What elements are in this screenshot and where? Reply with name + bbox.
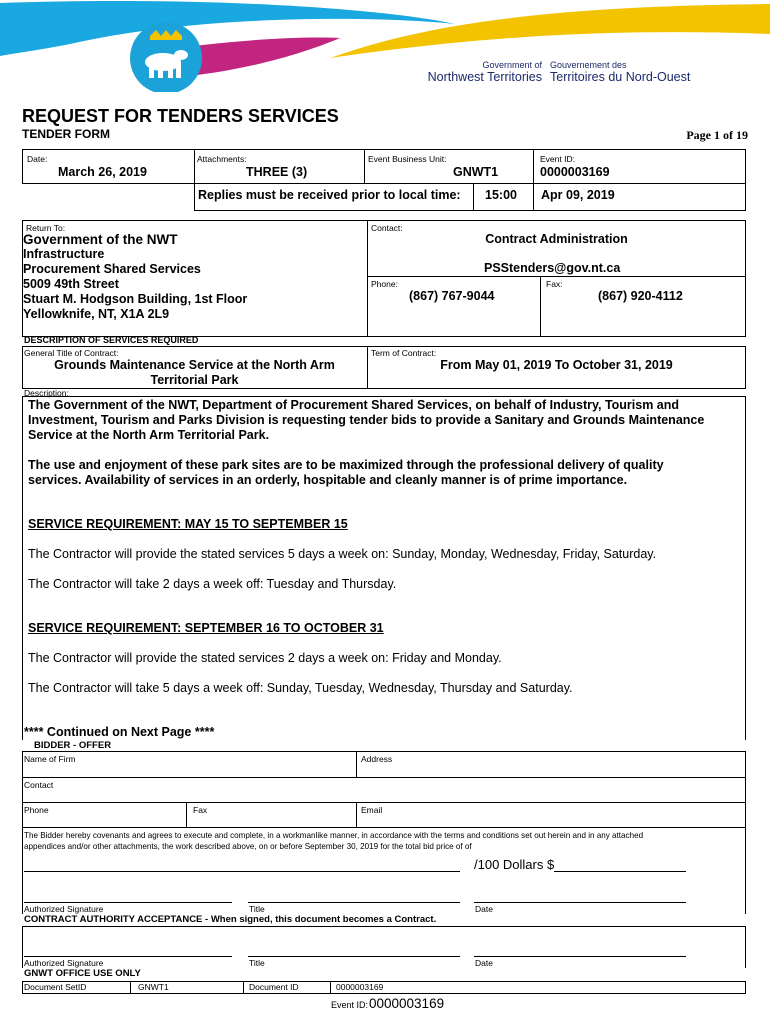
address-label: Address: [361, 754, 393, 764]
event-id-label: Event ID:: [540, 154, 575, 164]
phone-label: Phone:: [371, 279, 398, 289]
desc-p1-line1: The Government of the NWT, Department of Procurement Shared Services, on behalf of Industry, Tourism and: [28, 398, 680, 412]
return-to-line2: Infrastructure: [23, 247, 105, 261]
dollars-label: /100 Dollars $: [474, 857, 555, 872]
business-unit-label: Event Business Unit:: [368, 154, 447, 164]
contact-label: Contact:: [371, 223, 403, 233]
contract-title-line2: Territorial Park: [150, 373, 239, 387]
bidder-phone-label: Phone: [24, 805, 49, 815]
bidder-signature-label: Authorized Signature: [24, 904, 104, 914]
requirement-1-line1: The Contractor will provide the stated services 5 days a week on: Sunday, Monday, Wednesday, Friday, Saturday.: [28, 547, 657, 561]
desc-p2-line1: The use and enjoyment of these park sites are to be maximized through the professional delivery of quality: [28, 458, 664, 472]
bidder-title-line[interactable]: [248, 902, 460, 903]
phone-value: (867) 767-9044: [409, 289, 495, 303]
document-title: REQUEST FOR TENDERS SERVICES: [22, 106, 339, 126]
attachments-value: THREE (3): [246, 165, 308, 179]
footer-event-id: 0000003169: [369, 996, 445, 1011]
bidder-date-line[interactable]: [474, 902, 686, 903]
document-setid-value: GNWT1: [138, 982, 169, 992]
term-label: Term of Contract:: [371, 348, 437, 358]
replies-label: Replies must be received prior to local time:: [198, 188, 461, 202]
event-id-value: 0000003169: [540, 165, 610, 179]
continued-note: **** Continued on Next Page ****: [24, 725, 215, 739]
office-section-label: GNWT OFFICE USE ONLY: [24, 968, 141, 979]
authority-signature-label: Authorized Signature: [24, 958, 104, 968]
desc-p2-line2: services. Availability of services in an orderly, hospitable and cleanly manner is of prime importance.: [28, 473, 628, 487]
business-unit-value: GNWT1: [453, 165, 499, 179]
contact-email[interactable]: PSStenders@gov.nt.ca: [484, 261, 621, 275]
bidder-contact-label: Contact: [24, 780, 54, 790]
gov-en-line1: Government of: [482, 60, 542, 70]
fax-label: Fax:: [546, 279, 563, 289]
requirement-1-line2: The Contractor will take 2 days a week off: Tuesday and Thursday.: [28, 577, 397, 591]
covenant-line1: The Bidder hereby covenants and agrees to execute and complete, in a workmanlike manner, in accordance with the terms and conditions set out herein and in any attached: [24, 831, 644, 840]
document-id-label: Document ID: [249, 982, 299, 992]
document-setid-label: Document SetID: [24, 982, 87, 992]
closing-time: 15:00: [485, 188, 517, 202]
return-to-line6: Yellowknife, NT, X1A 2L9: [23, 307, 170, 321]
general-title-label: General Title of Contract:: [24, 348, 119, 358]
requirement-2-line2: The Contractor will take 5 days a week off: Sunday, Tuesday, Wednesday, Thursday and Saturday.: [28, 681, 573, 695]
firm-name-label: Name of Firm: [24, 754, 76, 764]
desc-p1-line2: Investment, Tourism and Parks Division is requesting tender bids to provide a Sanitary and Grounds Maintenance: [28, 413, 705, 427]
bidder-fax-label: Fax: [193, 805, 208, 815]
gov-fr-line2: Territoires du Nord-Ouest: [550, 70, 691, 84]
covenant-line2: appendices and/or other attachments, the work described above, on or before September 30, 2019 for the total bid price of of: [24, 842, 472, 851]
page-number: Page 1 of 19: [686, 128, 748, 142]
return-to-line3: Procurement Shared Services: [23, 262, 201, 276]
footer-event-label: Event ID:: [331, 1000, 369, 1010]
acceptance-section-label: CONTRACT AUTHORITY ACCEPTANCE - When signed, this document becomes a Contract.: [24, 914, 437, 925]
requirement-2-line1: The Contractor will provide the stated services 2 days a week on: Friday and Monday.: [28, 651, 502, 665]
requirement-2-heading: SERVICE REQUIREMENT: SEPTEMBER 16 TO OCTOBER 31: [28, 621, 384, 635]
yellow-swoosh: [330, 4, 770, 58]
document-subtitle: TENDER FORM: [22, 127, 110, 141]
document-id-value: 0000003169: [336, 982, 384, 992]
authority-date-label: Date: [475, 958, 493, 968]
crown-icon: [150, 30, 182, 40]
bidder-section-label: BIDDER - OFFER: [34, 740, 112, 751]
closing-date: Apr 09, 2019: [541, 188, 615, 202]
bid-words-line[interactable]: [24, 871, 460, 872]
desc-p1-line3: Service at the North Arm Territorial Park.: [28, 428, 270, 442]
description-label: Description:: [24, 388, 69, 398]
authority-title-line[interactable]: [248, 956, 460, 957]
term-value: From May 01, 2019 To October 31, 2019: [440, 358, 673, 372]
authority-signature-line[interactable]: [24, 956, 232, 957]
contact-name: Contract Administration: [485, 232, 628, 246]
requirement-1-heading: SERVICE REQUIREMENT: MAY 15 TO SEPTEMBER 15: [28, 517, 348, 531]
gov-en-line2: Northwest Territories: [427, 70, 542, 84]
contract-title-line1: Grounds Maintenance Service at the North Arm: [54, 358, 335, 372]
date-label: Date:: [27, 154, 48, 164]
return-to-label: Return To:: [26, 223, 66, 233]
return-to-line5: Stuart M. Hodgson Building, 1st Floor: [23, 292, 248, 306]
services-section-label: DESCRIPTION OF SERVICES REQUIRED: [24, 335, 199, 345]
attachments-label: Attachments:: [197, 154, 247, 164]
gov-fr-line1: Gouvernement des: [550, 60, 627, 70]
date-value: March 26, 2019: [58, 165, 147, 179]
bid-amount-line[interactable]: [554, 871, 686, 872]
bidder-signature-line[interactable]: [24, 902, 232, 903]
fax-value: (867) 920-4112: [598, 289, 683, 303]
authority-title-label: Title: [249, 958, 265, 968]
bidder-date-label: Date: [475, 904, 493, 914]
bidder-title-label: Title: [249, 904, 265, 914]
bidder-email-label: Email: [361, 805, 383, 815]
return-to-line4: 5009 49th Street: [23, 277, 119, 291]
return-to-line1: Government of the NWT: [23, 232, 178, 247]
authority-date-line[interactable]: [474, 956, 686, 957]
